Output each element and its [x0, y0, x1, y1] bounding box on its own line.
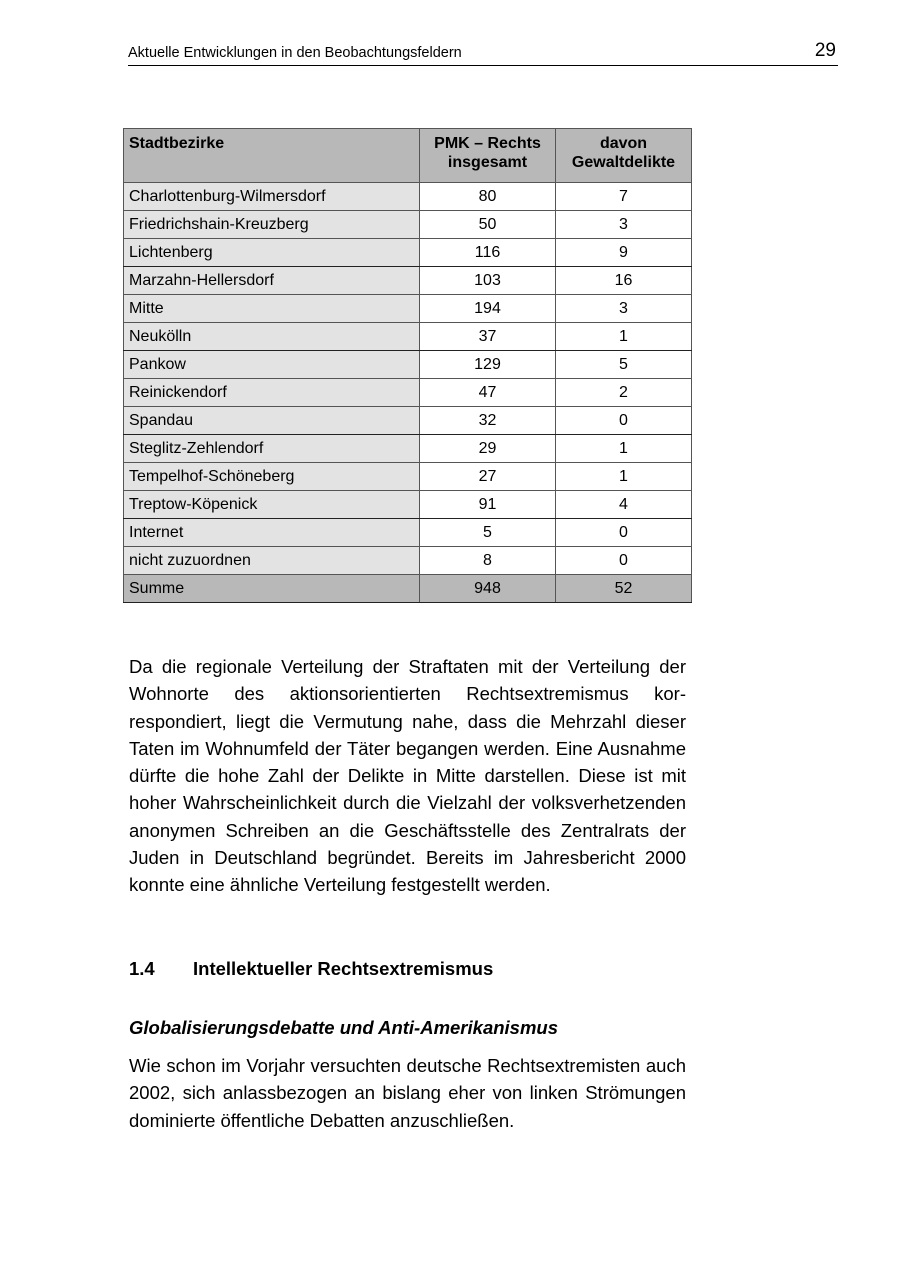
body-paragraph: Da die regionale Verteilung der Straftaten mit der Verteilung der Wohnorte des aktionsorientierten Rechtsextremismus korrespondiert, liegt die Vermutung nahe, dass die Mehrzahl dieser Taten im Wohnumfeld der Täter begangen werden. Eine Ausnahme dürfte die hohe Zahl der Delikte in Mitte darstellen. Diese ist mit hoher Wahrscheinlichkeit durch die Vielzahl der volksverhetzenden anonymen Schreiben an die Geschäftsstelle des Zentralrats der Juden in Deutschland begründet. Bereits im Jahresbericht 2000 konnte eine ähnliche Verteilung festgestellt werden. [129, 656, 686, 896]
violent-value: 4 [556, 491, 692, 519]
violent-value: 0 [556, 519, 692, 547]
body-paragraph: Wie schon im Vorjahr versuchten deutsche Rechtsextremisten auch 2002, sich anlassbezogen an bislang eher von linken Strömungen dominierte öffentliche Debatten anzuschließen. [129, 1055, 686, 1131]
table-row [124, 183, 692, 211]
violent-value: 0 [556, 547, 692, 575]
total-value: 5 [420, 519, 556, 547]
section-heading [129, 958, 493, 980]
violent-value: 9 [556, 239, 692, 267]
violent-value: 1 [556, 463, 692, 491]
table-row [124, 379, 692, 407]
table-row [124, 407, 692, 435]
district-name: Friedrichshain-Kreuzberg [124, 211, 420, 239]
table-row [124, 211, 692, 239]
district-name: Pankow [124, 351, 420, 379]
violent-value: 3 [556, 295, 692, 323]
table-row [124, 351, 692, 379]
total-value: 27 [420, 463, 556, 491]
district-name: Internet [124, 519, 420, 547]
total-value: 194 [420, 295, 556, 323]
violent-value: 1 [556, 323, 692, 351]
district-name: nicht zuzuordnen [124, 547, 420, 575]
table-row [124, 267, 692, 295]
violent-value: 1 [556, 435, 692, 463]
violent-value: 3 [556, 211, 692, 239]
page-header [128, 38, 838, 66]
table-row [124, 239, 692, 267]
section-number: 1.4 [129, 958, 155, 979]
district-name: Neukölln [124, 323, 420, 351]
table-row [124, 491, 692, 519]
total-value: 50 [420, 211, 556, 239]
header-district: Stadtbezirke [124, 129, 420, 183]
table-row [124, 463, 692, 491]
district-table [123, 128, 692, 603]
district-name: Steglitz-Zehlendorf [124, 435, 420, 463]
sum-violent: 52 [556, 575, 692, 603]
subheading: Globalisierungsdebatte und Anti-Amerikanismus [129, 1017, 558, 1038]
district-name: Reinickendorf [124, 379, 420, 407]
header-title: Aktuelle Entwicklungen in den Beobachtungsfeldern [128, 45, 462, 61]
table-sum-row [124, 575, 692, 603]
header-violent: davon Gewaltdelikte [556, 129, 692, 183]
violent-value: 0 [556, 407, 692, 435]
total-value: 91 [420, 491, 556, 519]
total-value: 37 [420, 323, 556, 351]
total-value: 29 [420, 435, 556, 463]
district-name: Mitte [124, 295, 420, 323]
table-row [124, 295, 692, 323]
violent-value: 5 [556, 351, 692, 379]
violent-value: 16 [556, 267, 692, 295]
total-value: 32 [420, 407, 556, 435]
district-name: Spandau [124, 407, 420, 435]
district-name: Marzahn-Hellersdorf [124, 267, 420, 295]
page-number: 29 [814, 40, 836, 61]
table-row [124, 547, 692, 575]
table-row [124, 323, 692, 351]
sum-label: Summe [124, 575, 420, 603]
total-value: 129 [420, 351, 556, 379]
section-title: Intellektueller Rechtsextremismus [193, 958, 494, 979]
sum-total: 948 [420, 575, 556, 603]
district-name: Treptow-Köpenick [124, 491, 420, 519]
total-value: 103 [420, 267, 556, 295]
district-name: Charlottenburg-Wilmersdorf [124, 183, 420, 211]
table-row [124, 519, 692, 547]
total-value: 80 [420, 183, 556, 211]
total-value: 116 [420, 239, 556, 267]
violent-value: 2 [556, 379, 692, 407]
district-name: Lichtenberg [124, 239, 420, 267]
total-value: 8 [420, 547, 556, 575]
header-total: PMK – Rechts insgesamt [420, 129, 556, 183]
table-header-row [124, 129, 692, 183]
violent-value: 7 [556, 183, 692, 211]
district-name: Tempelhof-Schöneberg [124, 463, 420, 491]
total-value: 47 [420, 379, 556, 407]
table-row [124, 435, 692, 463]
